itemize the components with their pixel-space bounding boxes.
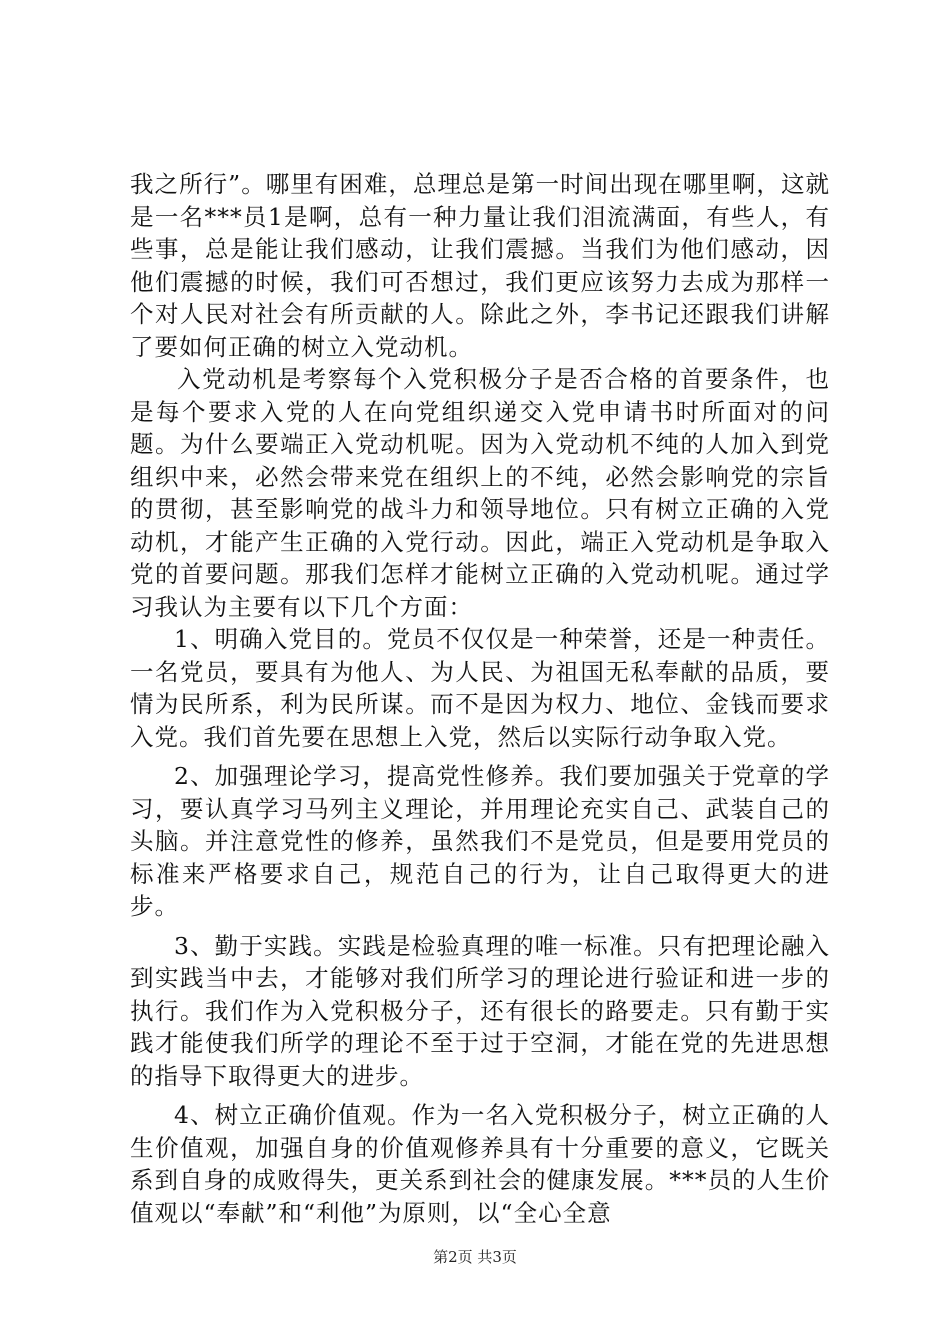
paragraph-3: 1、明确入党目的。党员不仅仅是一种荣誉，还是一种责任。一名党员，要具有为他人、为人民、为祖国无私奉献的品质，要情为民所系，利为民所谋。而不是因为权力、地位、金钱而要求入党。我们首先要在思想上入党，然后以实际行动争取入党。 [130,625,830,751]
paragraph-4: 2、加强理论学习，提高党性修养。我们要加强关于党章的学习，要认真学习马列主义理论，并用理论充实自己、武装自己的头脑。并注意党性的修养，虽然我们不是党员，但是要用党员的标准来严格要求自己，规范自己的行为，让自己取得更大的进步。 [130,762,830,920]
paragraph-1: 我之所行”。哪里有困难，总理总是第一时间出现在哪里啊，这就是一名***员1是啊，总有一种力量让我们泪流满面，有些人，有些事，总是能让我们感动，让我们震撼。当我们为他们感动，因他们震撼的时候，我们可否想过，我们更应该努力去成为那样一个对人民对社会有所贡献的人。除此之外，李书记还跟我们讲解了要如何正确的树立入党动机。 [130,170,830,361]
paragraph-5: 3、勤于实践。实践是检验真理的唯一标准。只有把理论融入到实践当中去，才能够对我们所学习的理论进行验证和进一步的执行。我们作为入党积极分子，还有很长的路要走。只有勤于实践才能使我们所学的理论不至于过于空洞，才能在党的先进思想的指导下取得更大的进步。 [130,931,830,1090]
paragraph-6: 4、树立正确价值观。作为一名入党积极分子，树立正确的人生价值观，加强自身的价值观修养具有十分重要的意义，它既关系到自身的成败得失，更关系到社会的健康发展。***员的人生价值观以“奉献”和“利他”为原则，以“全心全意 [130,1101,830,1227]
page-number-footer: 第2页 共3页 [433,1248,517,1266]
document-body [130,168,830,1229]
paragraph-2: 入党动机是考察每个入党积极分子是否合格的首要条件，也是每个要求入党的人在向党组织递交入党申请书时所面对的问题。为什么要端正入党动机呢。因为入党动机不纯的人加入到党组织中来，必然会带来党在组织上的不纯，必然会影响党的宗旨的贯彻，甚至影响党的战斗力和领导地位。只有树立正确的入党动机，才能产生正确的入党行动。因此，端正入党动机是争取入党的首要问题。那我们怎样才能树立正确的入党动机呢。通过学习我认为主要有以下几个方面： [130,365,830,621]
